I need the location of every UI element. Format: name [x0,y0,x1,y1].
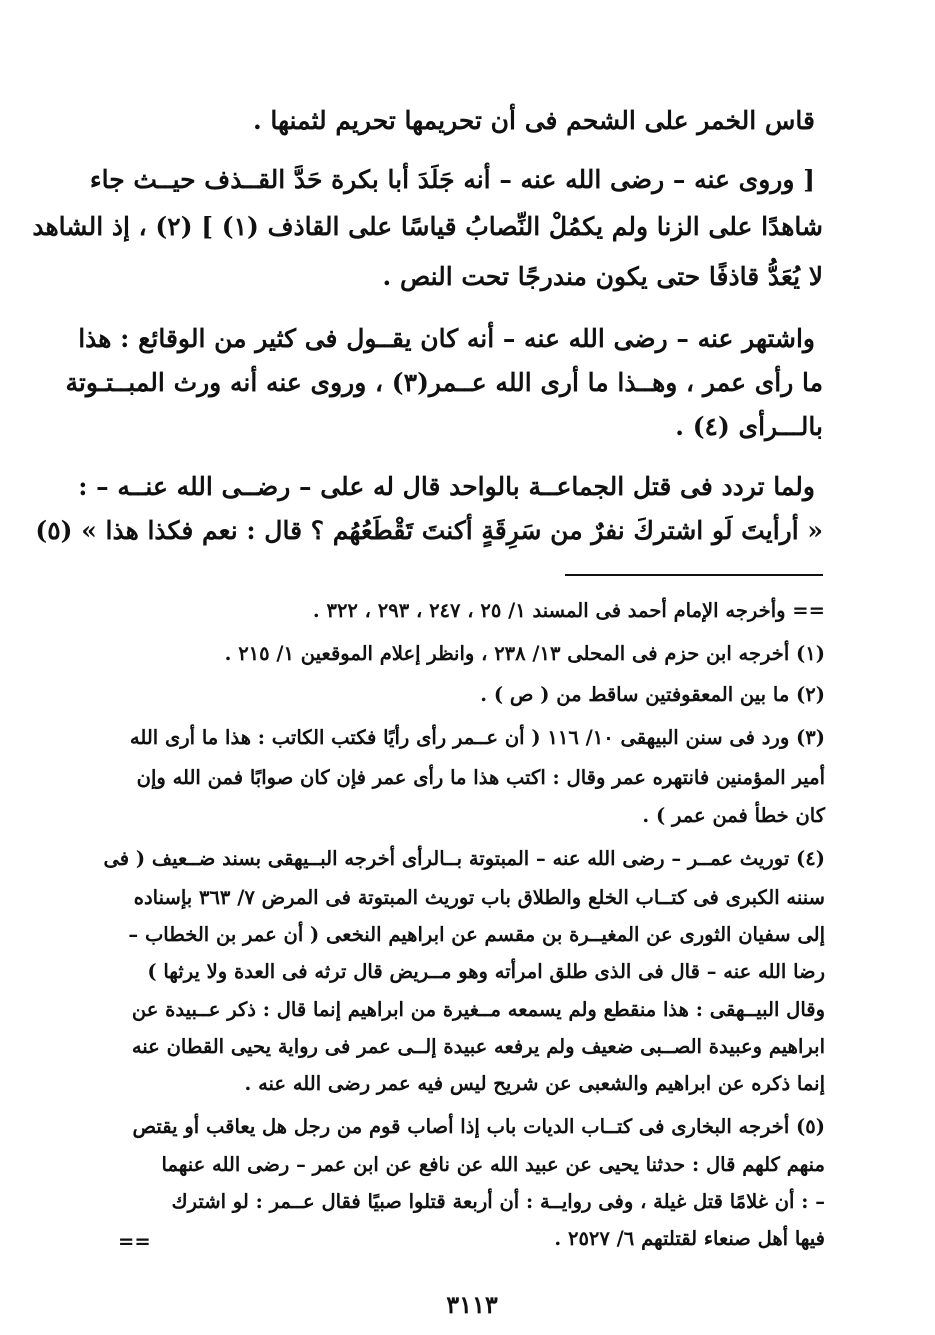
main-text-line: بالـــرأى (٤) . [675,412,823,441]
footnote-line: (٥) أخرجه البخارى فى كتــاب الديات باب إذا أصاب قوم من رجل هل يعاقب أو يقتص [132,1115,825,1138]
footnote-line: وقال البيــهقى : هذا منقطع ولم يسمعه مــغيرة من ابراهيم إنما قال : ذكر عــبيدة عن [131,998,825,1021]
main-text-line: لا يُعَدُّ قاذفًا حتى يكون مندرجًا تحت النص . [382,262,823,291]
footnote-line: إنما ذكره عن ابراهيم والشعبى عن شريح ليس فيه عمر رضى الله عنه . [244,1072,825,1095]
main-text-line: قاس الخمر على الشحم فى أن تحريمها تحريم لثمنها . [252,106,815,135]
footnote-line: أمير المؤمنين فانتهره عمر وقال : اكتب هذا ما رأى عمر فإن كان صوابًا فمن الله وإن [136,766,825,789]
main-text-line: « أرأيتَ لَو اشتركَ نفرٌ من سَرِقَةٍ أكنتَ تَقْطَعُهُم ؟ قال : نعم فكذا هذا » (٥) [35,516,823,545]
footnote-line: منهم كلهم قال : حدثنا يحيى عن عبيد الله عن نافع عن ابن عمر – رضى الله عنهما [161,1153,825,1176]
main-text-line: ولما تردد فى قتل الجماعــة بالواحد قال له على – رضــى الله عنــه – : [78,472,815,501]
footnote-line: – : أن غلامًا قتل غيلة ، وفى روايــة : أن أربعة قتلوا صبيًا فقال عــمر : لو اشترك [171,1190,825,1213]
footnote-line: سننه الكبرى فى كتــاب الخلع والطلاق باب توريث المبتوتة فى المرض ٧/ ٣٦٣ بإسناده [133,886,825,909]
main-text-line: شاهدًا على الزنا ولم يكمُلْ النِّصابُ قياسًا على القاذف (١) ] (٢) ، إذ الشاهد [32,212,823,241]
footnote-line: (٣) ورد فى سنن البيهقى ١٠/ ١١٦ ( أن عــمر رأى رأيًا فكتب الكاتب : هذا ما أرى الله [129,726,825,749]
footnote-line: ابراهيم وعبيدة الصــبى ضعيف ولم يرفعه عبيدة إلــى عمر فى رواية يحيى القطان عنه [131,1035,825,1058]
continuation-marker: == [118,1230,151,1253]
footnote-line: (٤) توريث عمــر – رضى الله عنه – المبتوتة بــالرأى أخرجه البــيهقى بسند ضــعيف ( فى [103,847,825,870]
page-number: ٣١١٣ [446,1290,498,1319]
main-text-line: ما رأى عمر ، وهــذا ما أرى الله عــمر(٣) ، وروى عنه أنه ورث المبــتـوتة [65,368,823,397]
main-text-line: واشتهر عنه – رضى الله عنه – أنه كان يقــول فى كثير من الوقائع : هذا [78,324,815,353]
footnote-line: كان خطأ فمن عمر ) . [642,804,825,827]
main-text-line: [ وروى عنه – رضى الله عنه – أنه جَلَدَ أبا بكرة حَدَّ القــذف حيــث جاء [89,165,815,194]
footnote-line: رضا الله عنه – قال فى الذى طلق امرأته وهو مــريض قال ترثه فى العدة ولا يرثها ) [147,960,825,983]
footnote-line: (١) أخرجه ابن حزم فى المحلى ١٣/ ٢٣٨ ، وانظر إعلام الموقعين ١/ ٢١٥ . [224,642,825,665]
footnote-line: == وأخرجه الإمام أحمد فى المسند ١/ ٢٥ ، ٢٤٧ ، ٢٩٣ ، ٣٢٢ . [312,599,825,622]
footnote-line: فيها أهل صنعاء لقتلتهم ٦/ ٢٥٢٧ . [554,1227,825,1250]
footnote-separator [565,574,823,576]
footnote-line: (٢) ما بين المعقوفتين ساقط من ( ص ) . [480,683,825,706]
footnote-line: إلى سفيان الثورى عن المغيــرة بن مقسم عن ابراهيم النخعى ( أن عمر بن الخطاب – [128,923,825,946]
